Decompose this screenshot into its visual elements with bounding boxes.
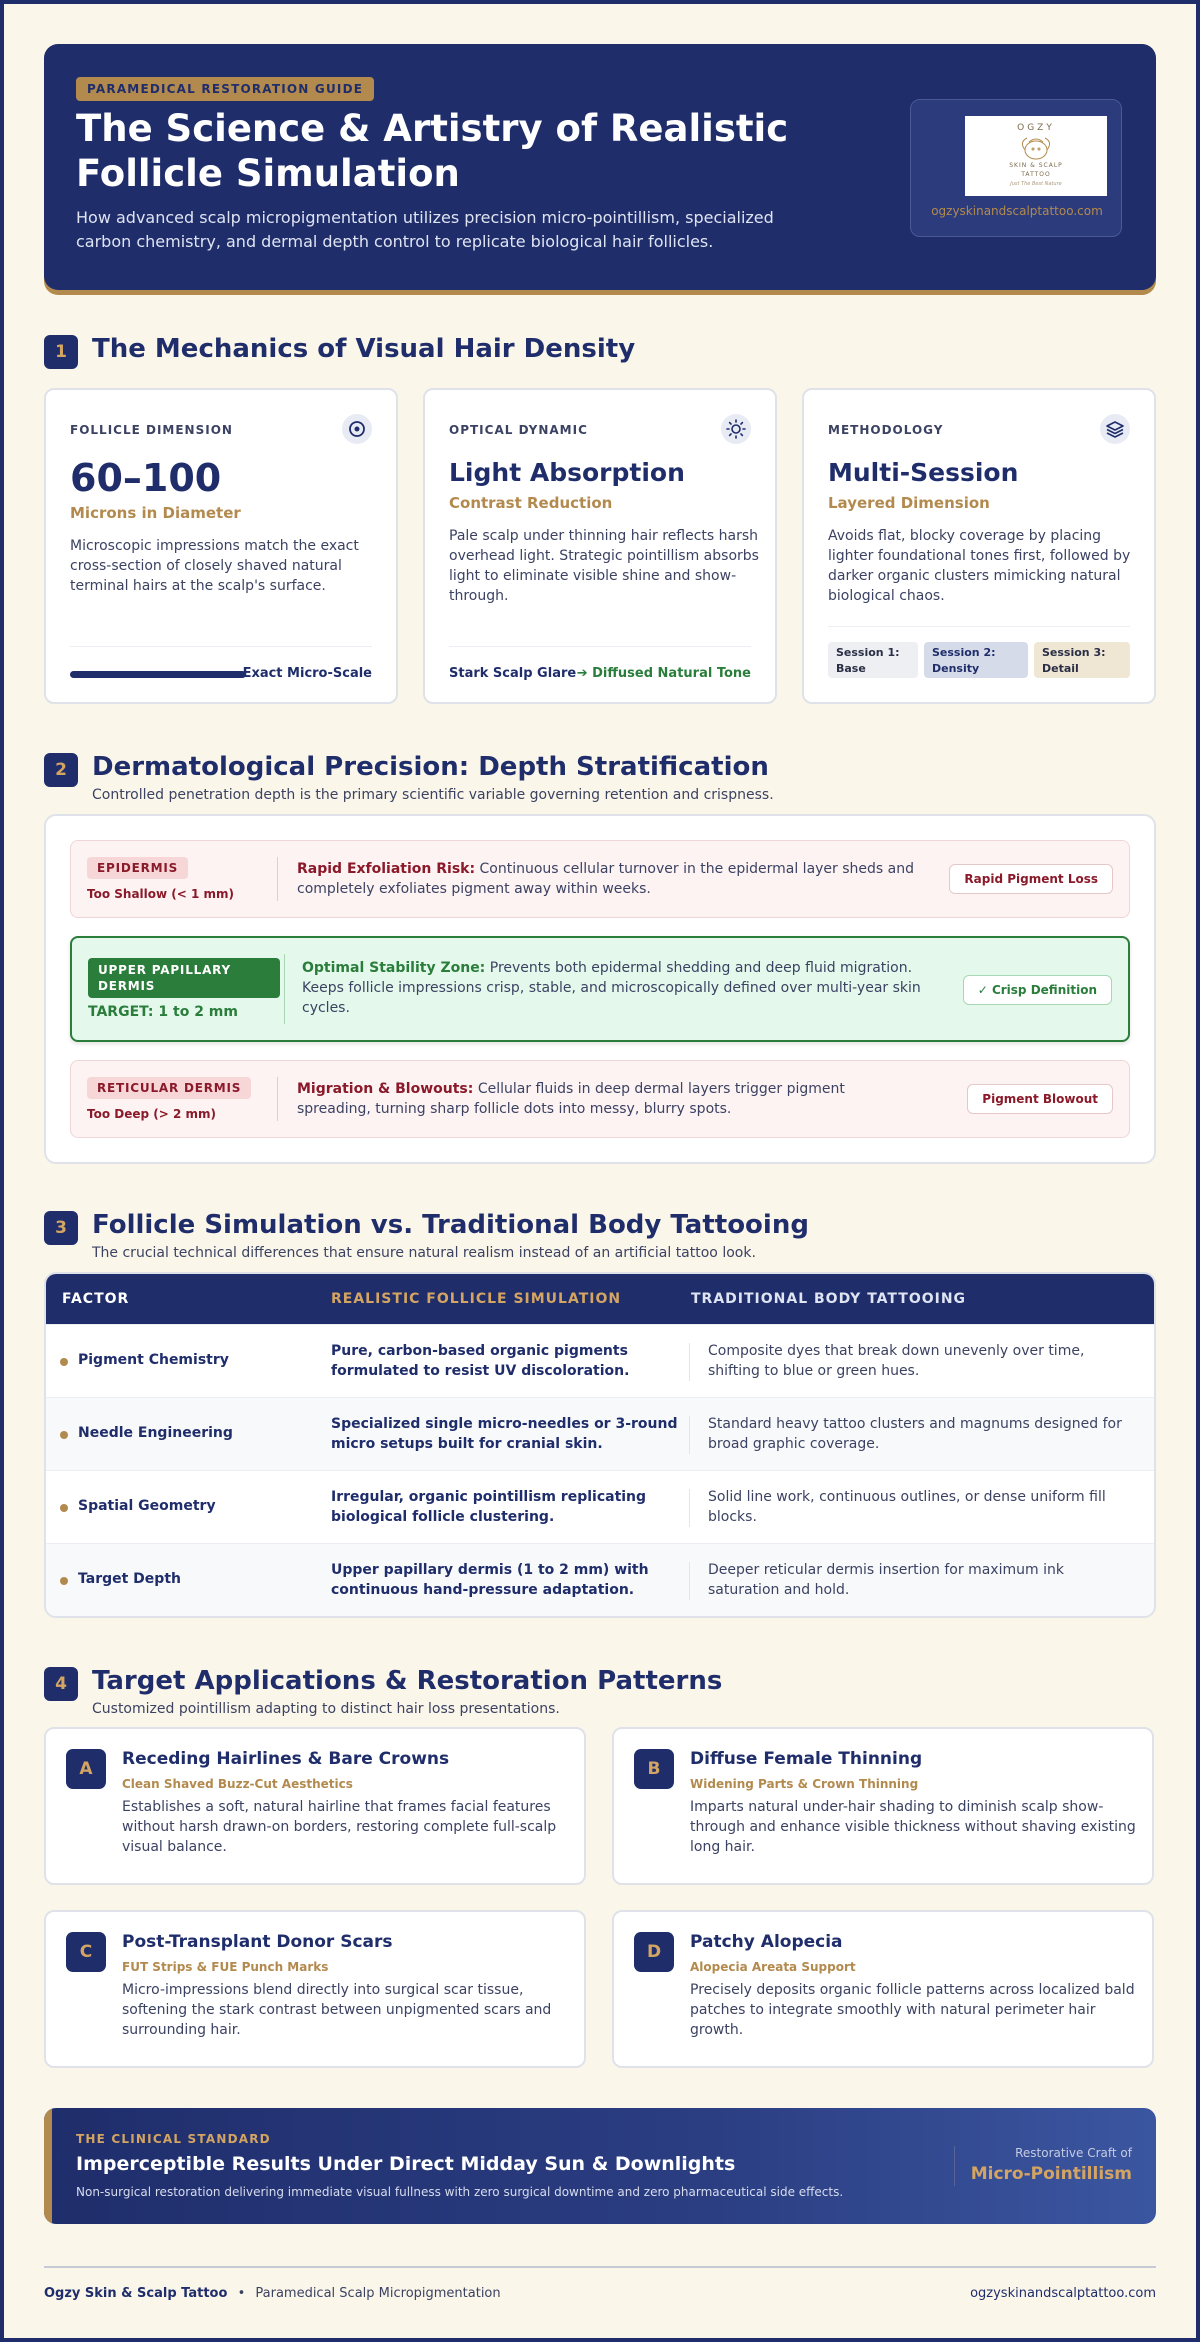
banner-kicker: THE CLINICAL STANDARD [76,2132,271,2146]
footer-label: Exact Micro-Scale [242,666,372,681]
depth-stratification-panel [44,814,1156,1164]
column-header-traditional: TRADITIONAL BODY TATTOOING [691,1291,967,1307]
bullet-icon [60,1504,68,1512]
section-title: Follicle Simulation vs. Traditional Body Tattooing [92,1210,809,1240]
layer-epidermis [70,840,1130,918]
session-badge-1 [828,642,918,678]
section-subtitle: Customized pointillism adapting to distinct hair loss presentations. [92,1701,560,1717]
factor-cell: Spatial Geometry [78,1498,216,1514]
application-subtitle: Alopecia Areata Support [690,1960,856,1974]
banner-right-title: Micro-Pointillism [970,2164,1132,2184]
page-footer [44,2286,1156,2301]
card-description: Pale scalp under thinning hair reflects harsh overhead light. Strategic pointillism absorbs light to eliminate visible shine and show-through. [449,528,759,604]
section-subtitle: The crucial technical differences that ensure natural realism instead of an artificial tattoo look. [92,1245,756,1261]
application-card-b [612,1727,1154,1885]
table-row [46,1397,1156,1470]
traditional-cell: Solid line work, continuous outlines, or dense uniform fill blocks. [708,1489,1106,1525]
layer-lead: Rapid Exfoliation Risk: [297,861,476,877]
session-value: Detail [1042,662,1079,675]
card-kicker: OPTICAL DYNAMIC [449,423,588,437]
simulation-cell: Pure, carbon-based organic pigments formulated to resist UV discoloration. [331,1343,630,1379]
session-label: Session 3: [1042,646,1106,659]
target-icon [342,414,372,444]
application-card-d [612,1910,1154,2068]
clinical-standard-banner [44,2108,1156,2224]
section-subtitle: Controlled penetration depth is the primary scientific variable governing retention and crispness. [92,787,774,803]
section-title: Target Applications & Restoration Patterns [92,1666,723,1696]
footer-description: Paramedical Scalp Micropigmentation [255,2286,501,2301]
layer-name: UPPER PAPILLARY DERMIS [88,958,280,998]
status-badge: Pigment Blowout [967,1084,1113,1114]
session-value: Base [836,662,866,675]
brand-logo [965,116,1107,196]
cell-divider [689,1562,690,1600]
traditional-cell: Standard heavy tattoo clusters and magnums designed for broad graphic coverage. [708,1416,1122,1452]
card-letter-badge: A [66,1749,106,1789]
bullet-icon [60,1358,68,1366]
section-title: The Mechanics of Visual Hair Density [92,334,636,364]
logo-card [910,99,1122,237]
card-divider [70,646,372,647]
bullet-icon [60,1577,68,1585]
layer-text: Continuous cellular turnover in the epidermal layer sheds and completely exfoliates pigment away within weeks. [297,861,915,897]
card-kicker: FOLLICLE DIMENSION [70,423,233,437]
layer-reticular-dermis [70,1060,1130,1138]
card-follicle-dimension [44,388,398,704]
card-letter-badge: D [634,1932,674,1972]
session-badge-2 [924,642,1028,678]
section-number: 2 [44,753,78,787]
card-kicker: METHODOLOGY [828,423,944,437]
cell-divider [689,1489,690,1527]
layer-divider [284,954,285,1024]
logo-name: OGZY [1017,123,1055,133]
application-subtitle: Widening Parts & Crown Thinning [690,1777,919,1791]
footer-brand: Ogzy Skin & Scalp Tattoo [44,2286,228,2301]
traditional-cell: Deeper reticular dermis insertion for maximum ink saturation and hold. [708,1562,1064,1598]
session-label: Session 1: [836,646,900,659]
layer-divider [277,1077,278,1121]
sun-icon [721,414,751,444]
traditional-cell: Composite dyes that break down unevenly over time, shifting to blue or green hues. [708,1343,1085,1379]
page-subtitle: How advanced scalp micropigmentation utilizes precision micro-pointillism, specialized carbon chemistry, and dermal depth control to replicate biological hair follicles. [76,208,774,251]
application-title: Patchy Alopecia [690,1932,843,1952]
section-number: 3 [44,1211,78,1245]
card-big-value: Multi-Session [828,458,1019,487]
application-title: Diffuse Female Thinning [690,1749,923,1769]
layer-depth: Too Deep (> 2 mm) [87,1107,216,1121]
layer-description [297,859,917,899]
comparison-table [44,1272,1156,1618]
layers-icon [1100,414,1130,444]
banner-right-caption: Restorative Craft of [1015,2146,1132,2160]
guide-tag: PARAMEDICAL RESTORATION GUIDE [76,77,374,101]
application-description: Establishes a soft, natural hairline that frames facial features without harsh drawn-on borders, restoring complete full-scalp visual balance. [122,1799,557,1855]
table-row [46,1470,1156,1543]
cell-divider [689,1416,690,1454]
card-divider [449,646,751,647]
column-header-factor: FACTOR [62,1291,130,1307]
section-title: Dermatological Precision: Depth Stratification [92,752,769,782]
page-title [76,106,836,196]
card-optical-dynamic [423,388,777,704]
footer-divider [44,2266,1156,2268]
banner-divider [954,2146,955,2186]
card-gold-label: Layered Dimension [828,494,990,512]
layer-upper-papillary-dermis [70,936,1130,1042]
table-header [46,1274,1156,1324]
card-description: Microscopic impressions match the exact cross-section of closely shaved natural terminal hairs at the scalp's surface. [70,538,359,594]
card-big-value: 60–100 [70,456,222,500]
table-row [46,1324,1156,1397]
section-number: 1 [44,335,78,369]
banner-text: Non-surgical restoration delivering immediate visual fullness with zero surgical downtime and zero pharmaceutical side effects. [76,2185,844,2199]
section-number: 4 [44,1667,78,1701]
status-badge: ✓ Crisp Definition [963,975,1112,1005]
application-description: Precisely deposits organic follicle patterns across localized bald patches to integrate smoothly with natural perimeter hair growth. [690,1982,1135,2038]
session-value: Density [932,662,980,675]
factor-cell: Pigment Chemistry [78,1352,229,1368]
layer-text: Prevents both epidermal shedding and deep fluid migration. Keeps follicle impressions crisp, stable, and microscopically defined over multi-year skin cycles. [302,960,921,1016]
table-row [46,1543,1156,1616]
banner-headline: Imperceptible Results Under Direct Midday Sun & Downlights [76,2153,736,2175]
application-title: Receding Hairlines & Bare Crowns [122,1749,450,1769]
session-badge-3 [1034,642,1130,678]
layer-description [302,958,922,1018]
card-divider [828,626,1130,627]
session-label: Session 2: [932,646,996,659]
logo-tagline: Just The Best Nature [1010,181,1062,187]
layer-text: Cellular fluids in deep dermal layers trigger pigment spreading, turning sharp follicle dots into messy, blurry spots. [297,1081,845,1117]
factor-cell: Target Depth [78,1571,181,1587]
simulation-cell: Specialized single micro-needles or 3-round micro setups built for cranial skin. [331,1416,678,1452]
application-subtitle: FUT Strips & FUE Punch Marks [122,1960,329,1974]
card-description: Avoids flat, blocky coverage by placing lighter foundational tones first, followed by darker organic clusters mimicking natural biological chaos. [828,528,1131,604]
application-card-a [44,1727,586,1885]
application-card-c [44,1910,586,2068]
page-content [44,44,1156,2301]
footer-right-label: ➔ Diffused Natural Tone [576,666,751,681]
factor-cell: Needle Engineering [78,1425,233,1441]
status-badge: Rapid Pigment Loss [949,864,1113,894]
title-line-1: The Science & Artistry of Realistic [76,107,789,150]
layer-lead: Optimal Stability Zone: [302,960,486,976]
footer-left-label: Stark Scalp Glare [449,666,577,681]
title-line-2: Follicle Simulation [76,152,460,195]
bullet-icon [60,1431,68,1439]
application-description: Imparts natural under-hair shading to diminish scalp show-through and enhance visible thickness without shaving existing long hair. [690,1799,1136,1855]
layer-depth: TARGET: 1 to 2 mm [88,1004,238,1020]
simulation-cell: Upper papillary dermis (1 to 2 mm) with continuous hand-pressure adaptation. [331,1562,649,1598]
card-methodology [802,388,1156,704]
column-header-follicle-simulation: REALISTIC FOLLICLE SIMULATION [331,1291,622,1307]
card-letter-badge: B [634,1749,674,1789]
simulation-cell: Irregular, organic pointillism replicating biological follicle clustering. [331,1489,647,1525]
application-description: Micro-impressions blend directly into surgical scar tissue, softening the stark contrast between unpigmented scars and surrounding hair. [122,1982,552,2038]
logo-line-2: SKIN & SCALP [1009,162,1063,169]
application-title: Post-Transplant Donor Scars [122,1932,393,1952]
logo-url[interactable]: ogzyskinandscalptattoo.com [931,204,1103,218]
layer-depth: Too Shallow (< 1 mm) [87,887,235,901]
application-subtitle: Clean Shaved Buzz-Cut Aesthetics [122,1777,353,1791]
micro-scale-bar [70,671,246,678]
layer-lead: Migration & Blowouts: [297,1081,474,1097]
layer-name: RETICULAR DERMIS [87,1077,251,1099]
card-footer [449,666,751,681]
card-big-value: Light Absorption [449,458,685,487]
footer-url[interactable]: ogzyskinandscalptattoo.com [970,2286,1156,2301]
footer-separator: • [237,2286,246,2301]
cell-divider [689,1343,690,1381]
layer-description [297,1079,917,1119]
logo-line-3: TATTOO [1021,171,1051,178]
layer-divider [277,857,278,901]
card-gold-label: Microns in Diameter [70,504,241,522]
card-gold-label: Contrast Reduction [449,494,613,512]
hero-header [44,44,1156,290]
layer-name: EPIDERMIS [87,857,188,879]
card-letter-badge: C [66,1932,106,1972]
banner-accent-edge [44,2108,52,2224]
